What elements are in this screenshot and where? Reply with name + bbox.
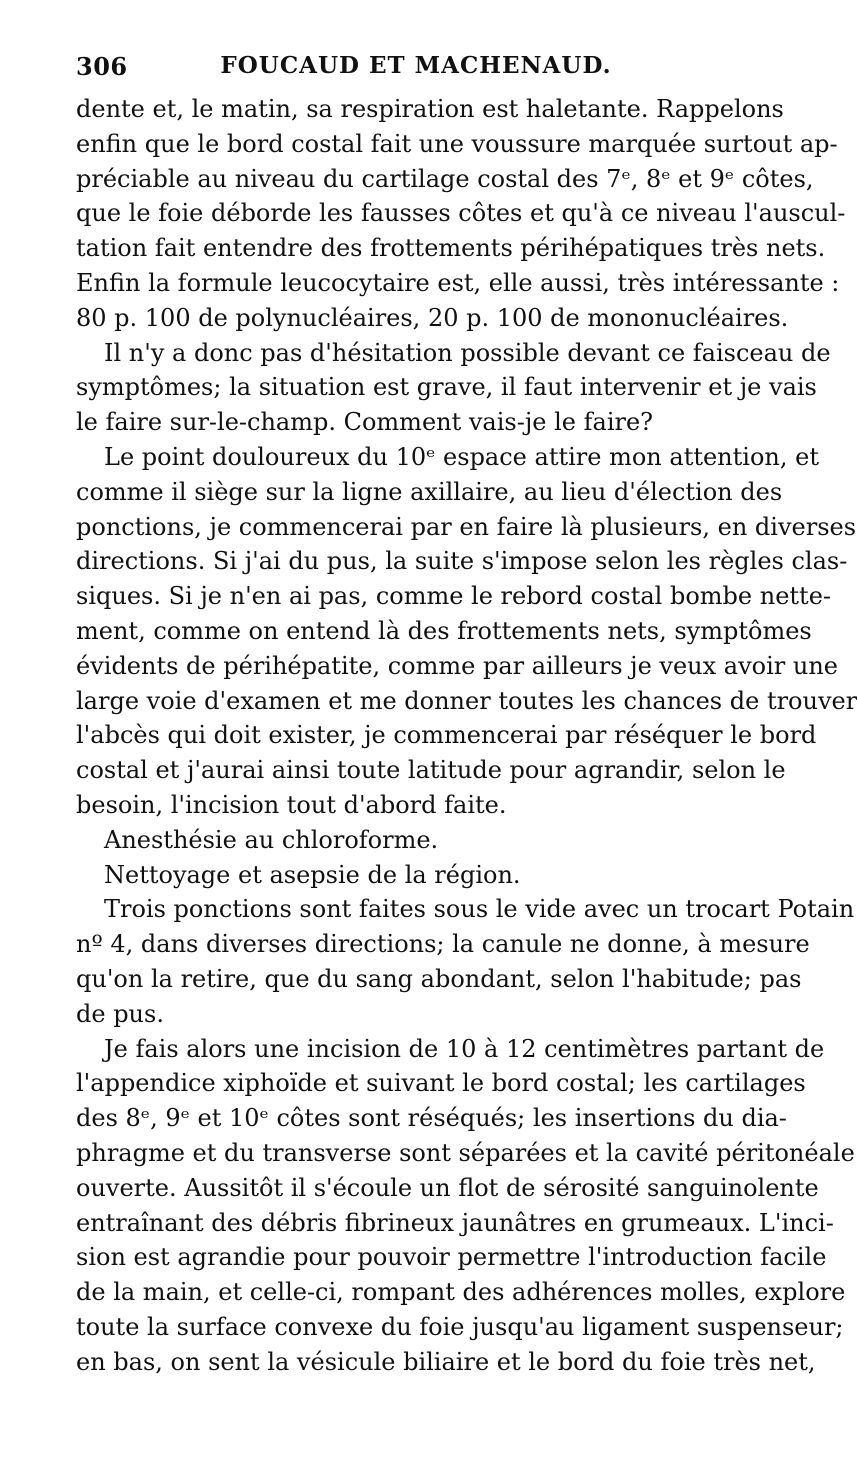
text-line: entraînant des débris fibrineux jaunâtres en grumeaux. L'inci- [76,1208,834,1237]
text-line: Trois ponctions sont faites sous le vide avec un trocart Potain [104,895,855,924]
text-line: Nettoyage et asepsie de la région. [104,860,521,889]
text-line: l'appendice xiphoïde et suivant le bord costal; les cartilages [76,1069,806,1098]
text-line: Il n'y a donc pas d'hésitation possible devant ce faisceau de [104,338,831,367]
text-line: comme il siège sur la ligne axillaire, au lieu d'élection des [76,477,783,506]
text-line: des 8ᵉ, 9ᵉ et 10ᵉ côtes sont réséqués; les insertions du dia- [76,1104,787,1133]
body-text [76,92,857,1379]
text-line: costal et j'aurai ainsi toute latitude pour agrandir, selon le [76,756,786,785]
text-line: ouverte. Aussitôt il s'écoule un flot de sérosité sanguinolente [76,1173,819,1202]
text-line: Anesthésie au chloroforme. [104,825,439,854]
text-line: toute la surface convexe du foie jusqu'au ligament suspenseur; [76,1312,844,1341]
text-line: tation fait entendre des frottements périhépatiques très nets. [76,234,826,263]
page-number: 306 [76,52,128,81]
text-line: Le point douloureux du 10ᵉ espace attire mon attention, et [104,442,819,471]
text-line: Je fais alors une incision de 10 à 12 centimètres partant de [104,1034,825,1063]
text-line: ment, comme on entend là des frottements nets, symptômes [76,616,812,645]
text-line: Enfin la formule leucocytaire est, elle aussi, très intéressante : [76,268,840,297]
text-line: ponctions, je commencerai par en faire là plusieurs, en diverses [76,512,857,541]
running-title: FOUCAUD ET MACHENAUD. [220,52,612,79]
text-line: enfin que le bord costal fait une voussure marquée surtout ap- [76,129,838,158]
text-line: en bas, on sent la vésicule biliaire et le bord du foie très net, [76,1347,816,1376]
text-line: directions. Si j'ai du pus, la suite s'impose selon les règles clas- [76,547,848,576]
text-line: que le foie déborde les fausses côtes et qu'à ce niveau l'auscul- [76,199,846,228]
text-line: 80 p. 100 de polynucléaires, 20 p. 100 de mononucléaires. [76,303,789,332]
text-line: le faire sur-le-champ. Comment vais-je le faire? [76,408,654,437]
page-header [76,52,756,88]
text-line: phragme et du transverse sont séparées et la cavité péritonéale [76,1138,855,1167]
text-line: l'abcès qui doit exister, je commencerai par réséquer le bord [76,721,817,750]
text-line: symptômes; la situation est grave, il faut intervenir et je vais [76,373,817,402]
text-line: dente et, le matin, sa respiration est haletante. Rappelons [76,95,784,123]
text-line: de la main, et celle-ci, rompant des adhérences molles, explore [76,1278,846,1307]
text-line: besoin, l'incision tout d'abord faite. [76,790,507,819]
text-line: siques. Si je n'en ai pas, comme le rebord costal bombe nette- [76,582,832,611]
text-line: évidents de périhépatite, comme par ailleurs je veux avoir une [76,651,839,680]
text-line: qu'on la retire, que du sang abondant, selon l'habitude; pas [76,964,802,993]
text-line: large voie d'examen et me donner toutes les chances de trouver [76,686,857,715]
text-line: sion est agrandie pour pouvoir permettre l'introduction facile [76,1243,827,1272]
text-line: nº 4, dans diverses directions; la canule ne donne, à mesure [76,930,810,959]
text-line: de pus. [76,999,164,1028]
text-line: préciable au niveau du cartilage costal des 7ᵉ, 8ᵉ et 9ᵉ côtes, [76,164,814,193]
